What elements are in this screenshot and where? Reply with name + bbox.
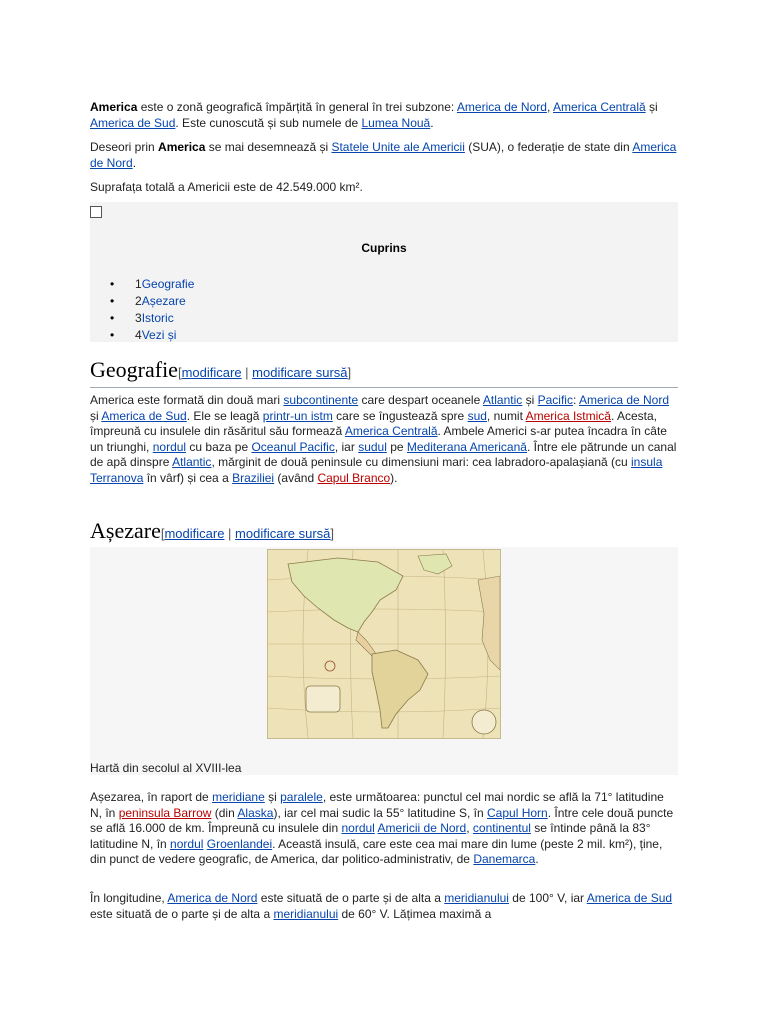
text: este situată de o parte și de alta a: [257, 891, 445, 905]
link-nordul[interactable]: nordul: [152, 439, 187, 454]
text: ), iar cel mai sudic la 55° latitudine S, în: [273, 805, 488, 820]
bullet-icon: •: [110, 328, 115, 342]
link-paralele[interactable]: paralele: [280, 790, 323, 804]
link-lumea-noua[interactable]: Lumea Nouă: [361, 115, 431, 130]
edit-section-links: [178, 365, 351, 380]
link-america-de-nord[interactable]: America de Nord: [167, 891, 258, 905]
bracket: [: [160, 526, 165, 541]
link-meridianului[interactable]: meridianului: [273, 906, 339, 921]
heading-text: Așezare: [90, 518, 161, 543]
redlink-peninsula-barrow[interactable]: peninsula Barrow: [118, 805, 212, 820]
bracket: ]: [347, 365, 352, 380]
bold-term: America: [90, 100, 138, 114]
link-america-centrala[interactable]: America Centrală: [552, 100, 646, 114]
link-america-de-nord[interactable]: America de Nord: [578, 393, 670, 407]
link-americii-de-nord[interactable]: Americii de Nord: [377, 821, 467, 835]
text: , mărginit de două peninsule cu dimensiuni mari: cea labradoro-apalașiană (cu: [211, 455, 632, 469]
text: :: [572, 393, 579, 407]
text: .: [535, 852, 539, 866]
toc-item-number: 3: [135, 311, 142, 325]
text: care se îngustează spre: [332, 408, 468, 423]
text: . Între cele două puncte se află 16.000 de km. Împreună cu insulele din: [90, 805, 674, 835]
text: . Este cunoscută și sub numele de: [175, 115, 362, 130]
text: și: [522, 393, 538, 407]
link-america-de-nord[interactable]: America de Nord: [456, 100, 547, 114]
text: se mai desemnează și: [205, 140, 332, 154]
text: și: [90, 408, 102, 423]
text: pe: [386, 439, 407, 454]
text: este situată de o parte și de alta a: [90, 906, 274, 921]
text: ,: [466, 821, 473, 835]
text: (SUA), o federație de state din: [464, 140, 633, 154]
link-alaska[interactable]: Alaska: [237, 805, 274, 820]
text: . Acesta, împreună cu insulele din răsăritul său formează: [90, 408, 657, 438]
link-america-centrala[interactable]: America Centrală: [344, 424, 438, 438]
link-sudul[interactable]: sudul: [358, 439, 387, 454]
section-heading-asezare: [90, 518, 678, 549]
table-of-contents: [90, 202, 678, 342]
link-continentul[interactable]: continentul: [472, 821, 531, 835]
link-mediterana-americana[interactable]: Mediterana Americană: [406, 439, 527, 454]
text: de 100° V, iar: [508, 891, 587, 905]
link-oceanul-pacific[interactable]: Oceanul Pacific: [251, 439, 335, 454]
geografie-paragraph: [90, 393, 678, 486]
asezare-paragraph-2: [90, 891, 678, 922]
toc-link-geografie[interactable]: Geografie: [141, 277, 195, 291]
edit-link[interactable]: modificare: [181, 365, 242, 380]
link-groenlandei[interactable]: Groenlandei: [206, 836, 273, 851]
heading-text: Geografie: [90, 357, 178, 382]
bullet-icon: •: [110, 294, 115, 308]
link-subcontinente[interactable]: subcontinente: [283, 393, 359, 407]
link-danemarca[interactable]: Danemarca: [473, 852, 536, 866]
map-caption: Hartă din secolul al XVIII-lea: [90, 761, 242, 775]
text: În longitudine,: [90, 891, 168, 905]
link-atlantic[interactable]: Atlantic: [172, 455, 212, 469]
link-atlantic[interactable]: Atlantic: [482, 393, 523, 407]
text: , iar: [334, 439, 359, 454]
link-braziliei[interactable]: Braziliei: [232, 470, 275, 485]
asezare-paragraph-1: [90, 790, 678, 868]
toc-item[interactable]: [110, 277, 195, 291]
text: Deseori prin: [90, 140, 159, 154]
toc-item[interactable]: [110, 311, 174, 325]
edit-link[interactable]: modificare: [164, 526, 225, 541]
link-meridiane[interactable]: meridiane: [212, 790, 265, 804]
separator: |: [241, 365, 253, 380]
text: (având: [274, 470, 318, 485]
redlink-capul-branco[interactable]: Capul Branco: [317, 470, 391, 485]
historical-map-image[interactable]: [267, 549, 501, 739]
text: care despart oceanele: [358, 393, 483, 407]
text: ,: [546, 100, 553, 114]
text: în vârf) și cea a: [143, 470, 233, 485]
link-statele-unite[interactable]: Statele Unite ale Americii: [331, 140, 465, 154]
intro-paragraph-3: Suprafața totală a Americii este de 42.549.000 km².: [90, 180, 363, 194]
separator: |: [224, 526, 236, 541]
toc-toggle-checkbox[interactable]: [90, 206, 102, 218]
edit-section-links: [161, 526, 334, 541]
toc-link-istoric[interactable]: Istoric: [141, 311, 174, 325]
text: . Ele se leagă: [186, 408, 263, 423]
text: se întinde până la 83° latitudine N, în: [90, 821, 651, 851]
text: și: [264, 790, 281, 804]
toc-item[interactable]: [110, 294, 186, 308]
link-pacific[interactable]: Pacific: [537, 393, 573, 407]
text: (din: [211, 805, 238, 820]
text: de 60° V. Lățimea maximă a: [338, 906, 492, 921]
text: este o zonă geografică împărțită în general în trei subzone:: [137, 100, 457, 114]
section-heading-geografie: [90, 357, 678, 388]
map-figure: [90, 547, 678, 775]
text: . Această insulă, care este cea mai mare din lume (peste 2 mil. km²), ține, din punct de vedere geografic, de America, dar politico-administrativ, de: [90, 836, 663, 866]
intro-paragraph-2: [90, 140, 678, 171]
bracket: [: [177, 365, 182, 380]
link-america-de-sud[interactable]: America de Sud: [90, 115, 176, 130]
toc-link-vezi-si[interactable]: Vezi și: [141, 328, 177, 342]
link-america-de-sud[interactable]: America de Sud: [586, 891, 673, 905]
redlink-america-istmica[interactable]: America Istmică: [525, 408, 611, 423]
text: . Între ele pătrunde un canal de apă dinspre: [90, 439, 677, 469]
intro-paragraph-1: [90, 100, 678, 131]
edit-source-link[interactable]: modificare sursă: [235, 526, 331, 541]
link-sud[interactable]: sud: [467, 408, 487, 423]
link-america-de-nord[interactable]: America de Nord: [90, 140, 677, 170]
link-capul-horn[interactable]: Capul Horn: [487, 805, 548, 820]
toc-title: Cuprins: [361, 241, 407, 255]
text: și: [645, 100, 658, 114]
text: Așezarea, în raport de: [90, 790, 213, 804]
text: ).: [390, 470, 398, 485]
toc-item-number: 2: [135, 294, 142, 308]
bullet-icon: •: [110, 277, 115, 291]
link-meridianului[interactable]: meridianului: [444, 891, 509, 905]
bracket: ]: [330, 526, 335, 541]
toc-item[interactable]: [110, 328, 177, 342]
text: . Ambele Americi s-ar putea încadra în câte un triunghi,: [90, 424, 667, 454]
link-america-de-sud[interactable]: America de Sud: [101, 408, 187, 423]
link-insula-terranova[interactable]: insula Terranova: [90, 455, 663, 485]
text: .: [430, 115, 434, 130]
edit-source-link[interactable]: modificare sursă: [252, 365, 348, 380]
toc-item-number: 4: [135, 328, 142, 342]
link-nordul[interactable]: nordul: [170, 836, 204, 851]
link-nordul[interactable]: nordul: [341, 821, 375, 835]
text: , este următoarea: punctul cel mai nordic se află la 71° latitudine N, în: [90, 790, 664, 820]
text: cu baza pe: [186, 439, 252, 454]
bold-term: America: [158, 140, 206, 154]
bullet-icon: •: [110, 311, 115, 325]
text: America este formată din două mari: [90, 393, 284, 407]
link-istm[interactable]: printr-un istm: [262, 408, 333, 423]
toc-link-asezare[interactable]: Așezare: [141, 294, 186, 308]
text: , numit: [486, 408, 526, 423]
text: .: [132, 155, 137, 170]
toc-item-number: 1: [135, 277, 142, 291]
map-illustration: [268, 550, 500, 738]
